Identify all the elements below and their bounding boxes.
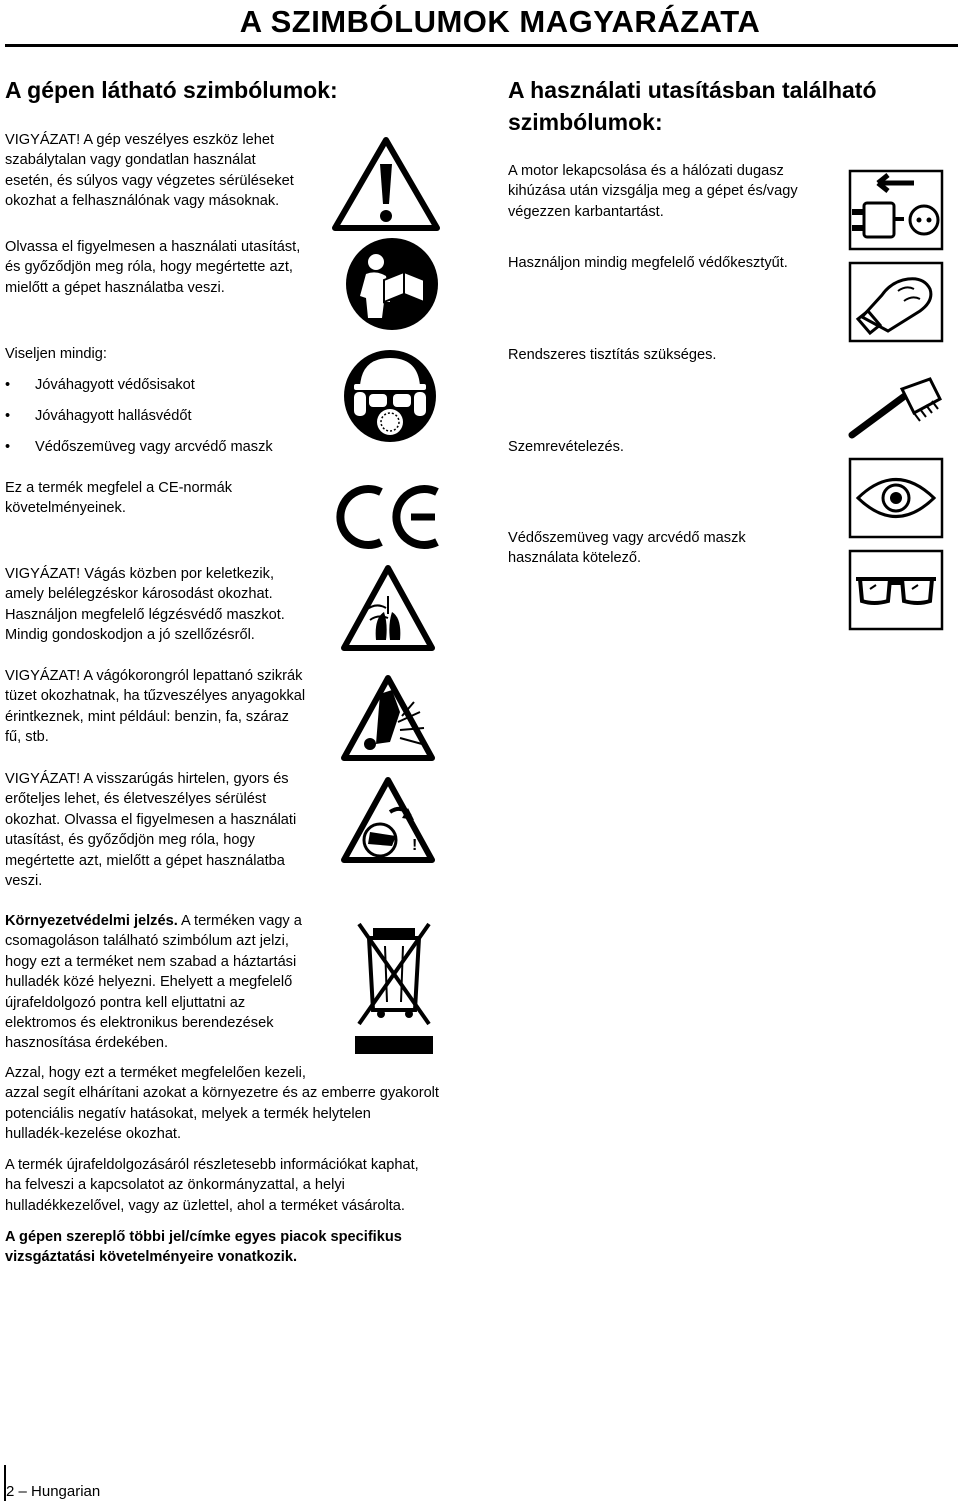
footer-dash: – (18, 1483, 27, 1500)
dispose-text: Azzal, hogy ezt a terméket megfelelően kezeli, azzal segít elhárítani azokat a környezetre és az emberre gyakorolt potenciális negatív hatásokat, melyek a termék helytelen hulladék-kezelése okozhat. (5, 1065, 439, 1143)
kickback-warning-text: VIGYÁZAT! A visszarúgás hirtelen, gyors és erőteljes lehet, és életveszélyes sérülést okozhat. Olvassa el figyelmesen a használati utasítást, és győződjön meg róla, hogy megértette azt, mielőtt a gépet használatba veszi. (5, 771, 297, 890)
weee-bin-icon (355, 918, 433, 1054)
environment-bold: Környezetvédelmi jelzés. (5, 913, 178, 929)
market-text: A gépen szereplő többi jel/címke egyes piacok specifikus vizsgáztatási követelményeire vonatkozik. (5, 1229, 402, 1266)
gloves-text: Használjon mindig megfelelő védőkesztyűt. (508, 255, 788, 271)
info-text: A termék újrafeldolgozásáról részletesebb információkat kaphat, ha felveszi a kapcsolatot az önkormányzattal, a helyi hulladékkezelővel, vagy az üzlettel, ahol a terméket vásárolta. (5, 1157, 419, 1214)
dust-warning-icon (340, 562, 436, 654)
bullet-dot: • (5, 439, 11, 455)
bullet-label: Jóváhagyott hallásvédőt (35, 408, 192, 424)
environment-text (5, 911, 345, 1054)
footer-language: Hungarian (31, 1483, 101, 1500)
bullet-eye (5, 437, 273, 457)
gloves-icon (848, 261, 944, 343)
bullet-dot: • (5, 377, 11, 393)
page-footer (6, 1483, 100, 1500)
cleaning-text: Rendszeres tisztítás szükséges. (508, 347, 717, 363)
manual-symbols-heading: A használati utasításban található szimbólumok: (508, 77, 877, 135)
bullet-helmet (5, 375, 195, 395)
wear-always-text: Viseljen mindig: (5, 346, 107, 362)
inspection-text: Szemrevételezés. (508, 439, 624, 455)
unplug-icon (848, 169, 944, 251)
title-rule (5, 44, 958, 47)
warning-text: VIGYÁZAT! A gép veszélyes eszköz lehet szabálytalan vagy gondatlan használat esetén, és súlyos vagy végzetes sérüléseket okozhat a felhasználónak vagy másoknak. (5, 132, 294, 210)
environment-body: A terméken vagy a csomagoláson található szimbólum azt jelzi, hogy ezt a terméket nem szabad a háztartási hulladék közé helyezni. Ehelyett a megfelelő újrafeldolgozó pontra kell eljuttatni az elektromos és elektronikus berendezések hasznosítása érdekében. (5, 913, 302, 1052)
read-manual-text: Olvassa el figyelmesen a használati utasítást, és győződjön meg róla, hogy megértette azt, mielőtt a gépet használatba veszi. (5, 239, 301, 296)
bullet-label: Védőszemüveg vagy arcvédő maszk (35, 439, 273, 455)
safety-goggles-icon (848, 549, 944, 631)
goggles-text: Védőszemüveg vagy arcvédő maszk használata kötelező. (508, 530, 746, 567)
warning-triangle-icon (331, 134, 441, 234)
spark-warning-icon (340, 672, 436, 764)
cleaning-brush-icon (848, 365, 944, 447)
protective-equipment-icon (342, 348, 438, 444)
spark-warning-text: VIGYÁZAT! A vágókorongról lepattanó szikrák tüzet okozhatnak, ha tűzveszélyes anyagokkal érintkeznek, mint például: benzin, fa, száraz fű, stb. (5, 668, 306, 746)
read-manual-icon (344, 236, 440, 332)
page-number: 2 (6, 1483, 15, 1500)
kickback-warning-icon (340, 774, 436, 866)
bullet-dot: • (5, 408, 11, 424)
machine-symbols-heading: A gépen látható szimbólumok: (5, 77, 338, 103)
dust-warning-text: VIGYÁZAT! Vágás közben por keletkezik, amely belélegzéskor károsodást okozhat. Használjon megfelelő légzésvédő maszkot. Mindig gondoskodjon a jó szellőzésről. (5, 566, 285, 644)
unplug-text: A motor lekapcsolása és a hálózati dugasz kihúzása után vizsgálja meg a gépet és/vagy végezzen karbantartást. (508, 163, 798, 220)
kickback-exclamation: ! (412, 837, 418, 854)
ce-text: Ez a termék megfelel a CE-normák követelményeinek. (5, 480, 233, 517)
bullet-ear (5, 406, 192, 426)
ce-mark-icon (333, 484, 443, 549)
bullet-label: Jóváhagyott védősisakot (35, 377, 195, 393)
page-title: A SZIMBÓLUMOK MAGYARÁZATA (239, 4, 761, 39)
eye-inspection-icon (848, 457, 944, 539)
